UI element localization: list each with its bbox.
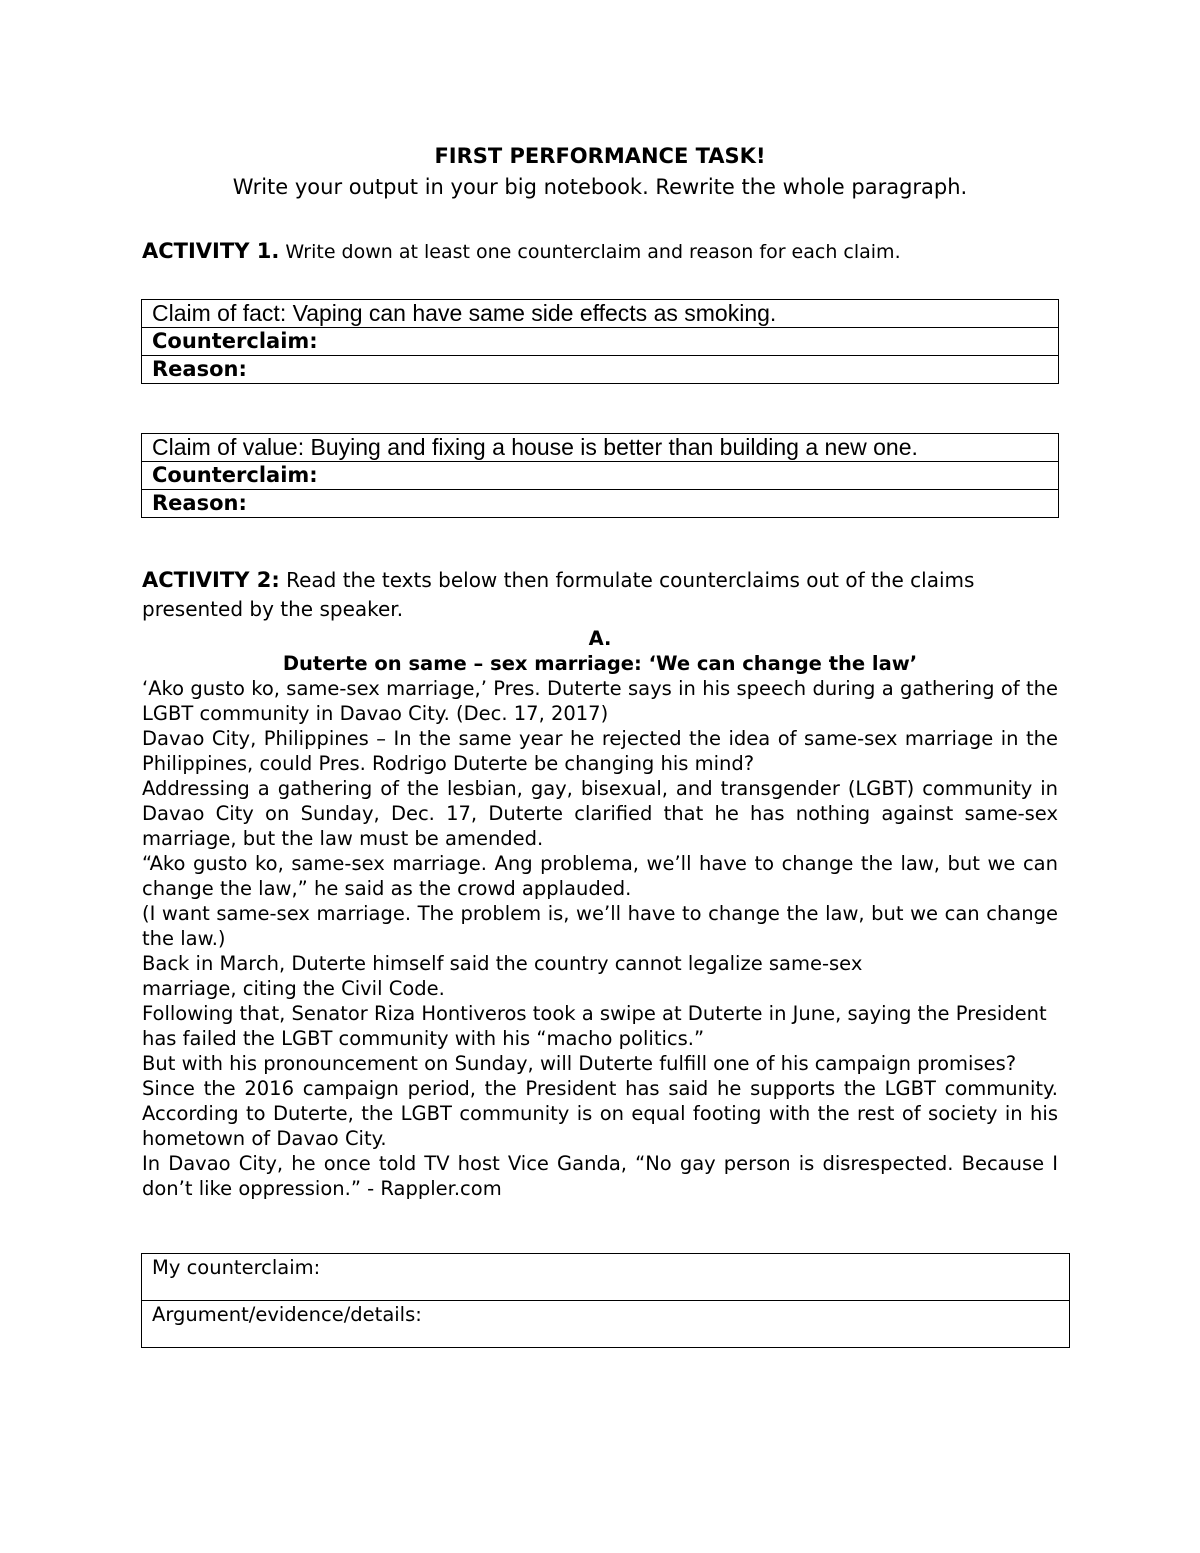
article-paragraph: (I want same-sex marriage. The problem is, we’ll have to change the law, but we can change the law.) [142,902,1058,950]
activity-1-text: Write down at least one counterclaim and reason for each claim. [279,241,901,263]
article-paragraph: Following that, Senator Riza Hontiveros took a swipe at Duterte in June, saying the President has failed the LGBT community with his “macho politics.” [142,1002,1047,1050]
counterclaim-cell: Counterclaim: [142,328,1059,356]
claim-of-fact-table [141,299,1059,384]
argument-cell: Argument/evidence/details: [142,1301,1070,1348]
activity-2-text: Read the texts below then formulate counterclaims out of the claims presented by the speaker. [142,568,975,621]
counterclaim-cell: Counterclaim: [142,462,1059,490]
article-paragraph: Addressing a gathering of the lesbian, gay, bisexual, and transgender (LGBT) community in Davao City on Sunday, Dec. 17, Duterte clarified that he has nothing against same-sex marriage, but the law must be amended. [142,777,1058,850]
article-paragraph: Davao City, Philippines – In the same year he rejected the idea of same-sex marriage in the Philippines, could Pres. Rodrigo Duterte be changing his mind? [142,727,1058,775]
article-paragraph: Back in March, Duterte himself said the country cannot legalize same-sex [142,952,863,975]
article-paragraph: marriage, citing the Civil Code. [142,977,445,1000]
reason-cell: Reason: [142,356,1059,384]
claim-of-fact-cell: Claim of fact: Vaping can have same side effects as smoking. [142,300,1059,328]
article-paragraph: In Davao City, he once told TV host Vice Ganda, “No gay person is disrespected. Because I don’t like oppression.” - Rappler.com [142,1152,1058,1200]
claim-of-value-cell: Claim of value: Buying and fixing a house is better than building a new one. [142,434,1059,462]
activity-2-label: ACTIVITY 2: [142,568,280,592]
claim-of-value-table [141,433,1059,518]
my-counterclaim-cell: My counterclaim: [142,1254,1070,1301]
article-paragraph: “Ako gusto ko, same-sex marriage. Ang problema, we’ll have to change the law, but we can change the law,” he said as the crowd applauded. [142,852,1058,900]
article [142,626,1058,1201]
activity-1-label: ACTIVITY 1. [142,239,280,263]
article-headline: Duterte on same – sex marriage: ‘We can change the law’ [282,652,918,675]
article-paragraph: Since the 2016 campaign period, the President has said he supports the LGBT community. According to Duterte, the LGBT community is on equal footing with the rest of society in his hometown of Davao City. [142,1077,1058,1150]
counterclaim-answer-table [141,1253,1070,1348]
article-paragraph: But with his pronouncement on Sunday, will Duterte fulfill one of his campaign promises? [142,1052,1017,1075]
reason-cell: Reason: [142,490,1059,518]
instruction-text: Write your output in your big notebook. Rewrite the whole paragraph. [232,175,968,199]
article-paragraph: ‘Ako gusto ko, same-sex marriage,’ Pres. Duterte says in his speech during a gathering of the LGBT community in Davao City. (Dec. 17, 2017) [142,677,1058,725]
activity-2-heading [142,566,1058,624]
section-label: A. [588,627,612,650]
page-title: FIRST PERFORMANCE TASK! [434,144,766,168]
activity-1-heading [142,238,901,265]
